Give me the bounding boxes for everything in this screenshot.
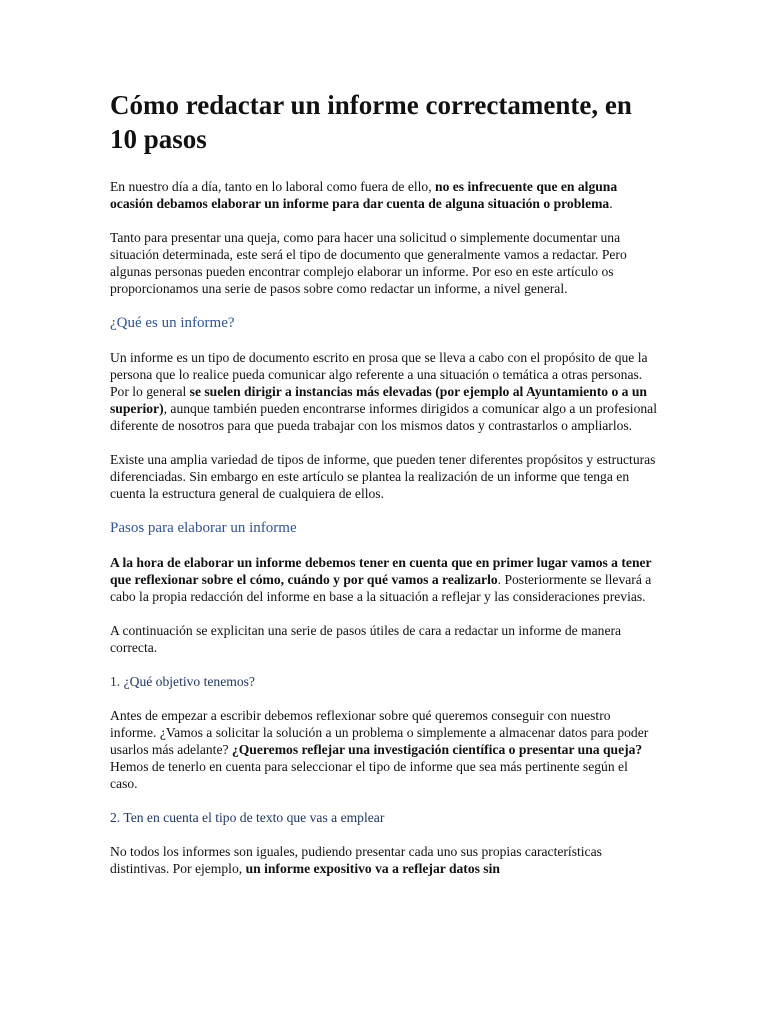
- text-run: Antes de empezar a escribir debemos reflexionar sobre qué queremos conseguir con nuestro informe. ¿Vamos a solicitar la solución a un problema o simplemente a almacenar datos para poder usarlos más adelante?: [110, 708, 649, 757]
- step1-paragraph: [110, 707, 658, 792]
- text-run: No todos los informes son iguales, pudiendo presentar cada uno sus propias características distintivas. Por ejemplo,: [110, 844, 602, 876]
- text-run: En nuestro día a día, tanto en lo laboral como fuera de ello,: [110, 179, 436, 194]
- text-run: .: [609, 196, 613, 211]
- step-heading-1: 1. ¿Qué objetivo tenemos?: [110, 674, 255, 689]
- text-run: , aunque también pueden encontrarse informes dirigidos a comunicar algo a un profesional diferente de nosotros para que pueda trabajar con los mismos datos y contrastarlos o ampliarlos.: [110, 401, 657, 433]
- intro-paragraph-1: [110, 178, 658, 212]
- section1-paragraph-1: [110, 349, 658, 434]
- text-run: Un informe es un tipo de documento escrito en prosa que se lleva a cabo con el propósito de que la persona que lo realice pueda comunicar algo referente a una situación o temática a otras personas. Por lo general: [110, 350, 648, 399]
- intro-paragraph-2: Tanto para presentar una queja, como para hacer una solicitud o simplemente documentar una situación determinada, este será el tipo de documento que generalmente vamos a redactar. Pero algunas personas pueden encontrar complejo elaborar un informe. Por eso en este artículo os proporcionamos una serie de pasos sobre como redactar un informe, a nivel general.: [110, 230, 627, 296]
- section2-paragraph-2: A continuación se explicitan una serie de pasos útiles de cara a redactar un informe de manera correcta.: [110, 623, 622, 655]
- bold-text-run: no es infrecuente que en alguna ocasión debamos elaborar un informe para dar cuenta de alguna situación o problema: [110, 179, 618, 211]
- bold-text-run: ¿Queremos reflejar una investigación científica o presentar una queja?: [231, 742, 643, 757]
- bold-text-run: A la hora de elaborar un informe debemos tener en cuenta que en primer lugar vamos a tener que reflexionar sobre el cómo, cuándo y por qué vamos a realizarlo: [110, 555, 652, 587]
- section2-paragraph-1: [110, 554, 658, 605]
- text-run: . Posteriormente se llevará a cabo la propia redacción del informe en base a la situación a reflejar y las consideraciones previas.: [110, 572, 652, 604]
- document-title: Cómo redactar un informe correctamente, en 10 pasos: [110, 90, 632, 154]
- step-heading-2: 2. Ten en cuenta el tipo de texto que vas a emplear: [110, 810, 385, 825]
- bold-text-run: se suelen dirigir a instancias más elevadas (por ejemplo al Ayuntamiento o a un superior): [110, 384, 647, 416]
- section-heading-pasos: Pasos para elaborar un informe: [110, 520, 297, 536]
- bold-text-run: un informe expositivo va a reflejar datos sin: [245, 861, 500, 876]
- section-heading-que-es: ¿Qué es un informe?: [110, 315, 235, 331]
- step2-paragraph: [110, 843, 658, 877]
- section1-paragraph-2: Existe una amplia variedad de tipos de informe, que pueden tener diferentes propósitos y estructuras diferenciadas. Sin embargo en este artículo se plantea la realización de un informe que tenga en cuenta la estructura general de cualquiera de ellos.: [110, 452, 656, 501]
- text-run: Hemos de tenerlo en cuenta para seleccionar el tipo de informe que sea más pertinente según el caso.: [110, 759, 628, 791]
